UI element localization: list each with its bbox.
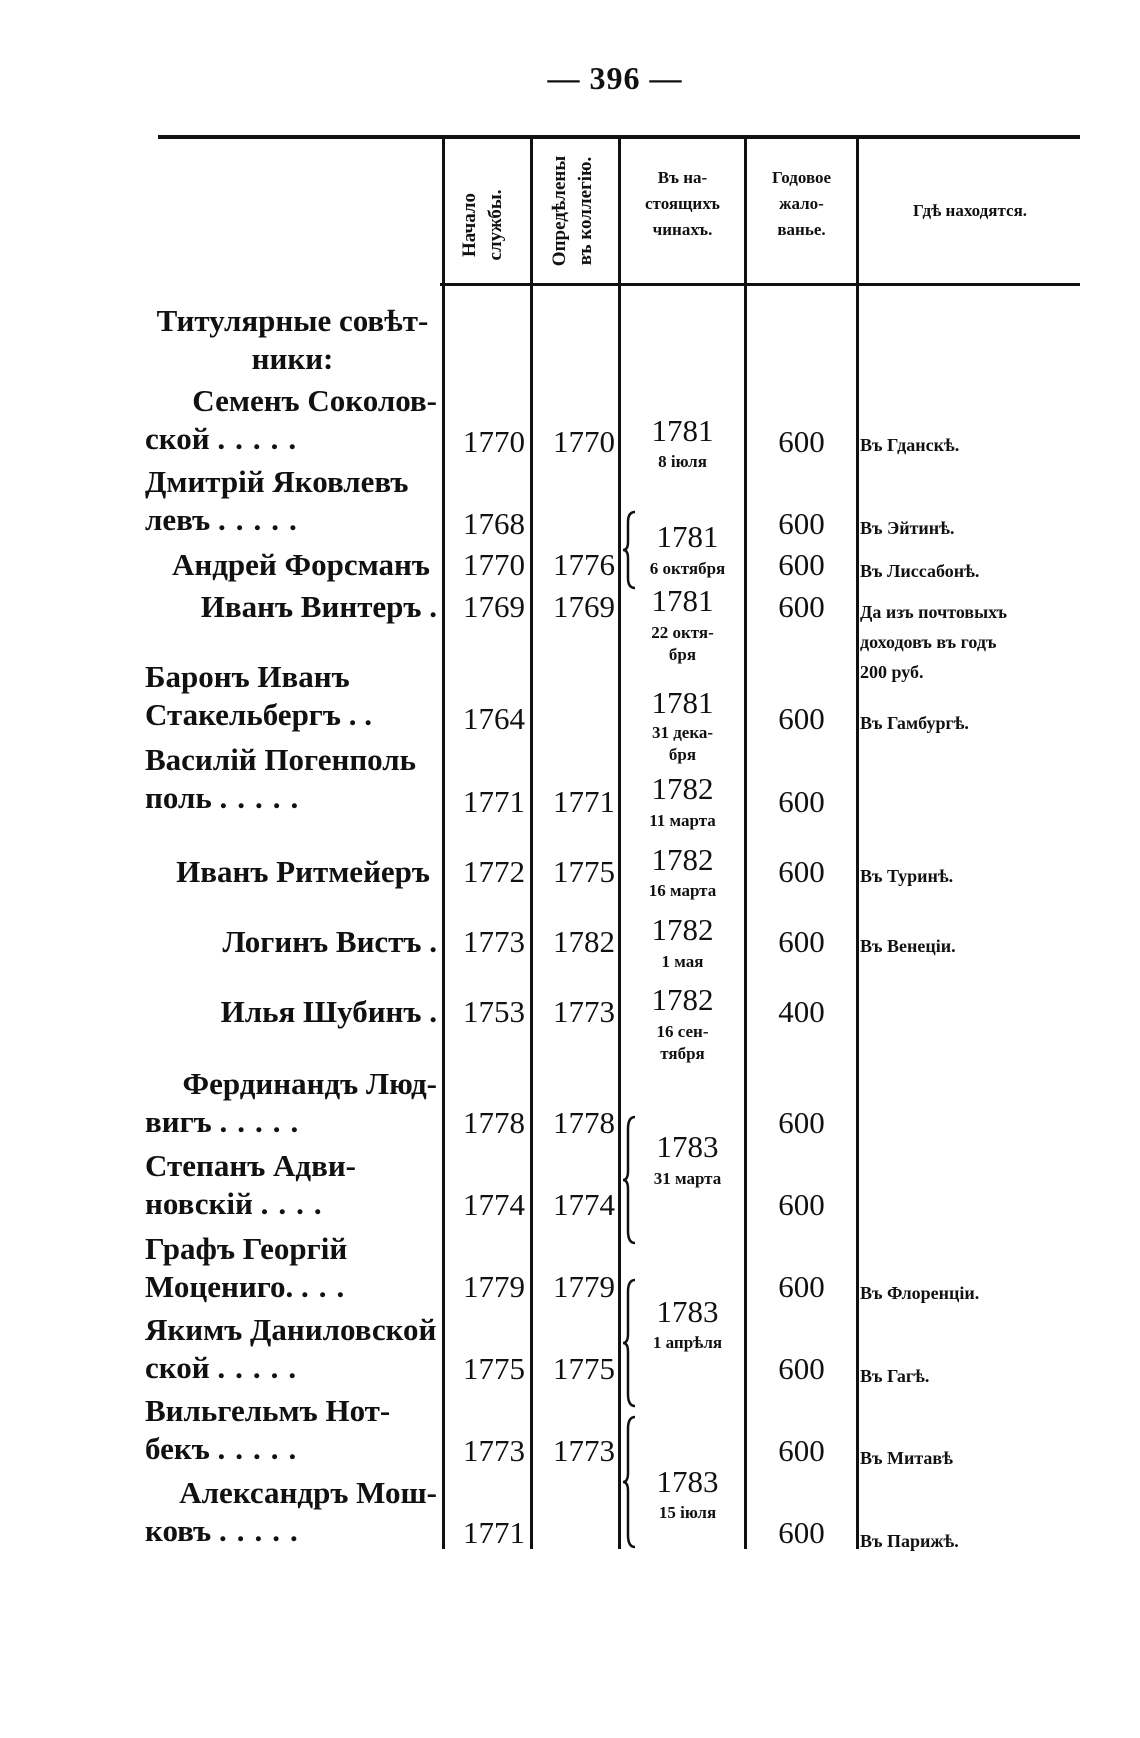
- entry-rank-date: [621, 1021, 744, 1065]
- entry-name: [145, 1474, 437, 1550]
- entry-service-start: 1769: [463, 589, 525, 624]
- entry-service-start: 1770: [463, 424, 525, 459]
- entry-rank-year: 1781: [651, 685, 714, 720]
- entry-rank-date: [621, 622, 744, 666]
- entry-service-start: 1773: [463, 1433, 525, 1468]
- entry-rank-date-line1: 31 дека-: [651, 723, 714, 742]
- entry-service-start: 1772: [463, 854, 525, 889]
- entry-rank-year: 1782: [651, 771, 714, 806]
- entry-rank-date: 11 марта: [649, 811, 716, 830]
- entry-name-line2: ской .....: [145, 1350, 307, 1385]
- entry-service-start: 1768: [463, 506, 525, 541]
- entry-service-start: 1774: [463, 1187, 525, 1222]
- entry-rank-year: 1781: [651, 413, 714, 448]
- entry-salary: 600: [778, 424, 825, 459]
- column-rule-2: [530, 139, 533, 1549]
- entry-salary: 400: [778, 994, 825, 1029]
- entry-name-line1: Александръ Мош-: [179, 1475, 437, 1510]
- entry-assigned: 1771: [553, 784, 615, 819]
- entry-name-line1: Графъ Георгій: [145, 1231, 348, 1266]
- entry-rank-date: 16 марта: [648, 881, 717, 900]
- group-rank-date: 1 апрѣля: [652, 1333, 723, 1352]
- entry-assigned: 1774: [553, 1187, 615, 1222]
- header-bottom-rule: [440, 283, 1080, 286]
- header-assigned-line2: въ коллегію.: [575, 156, 596, 266]
- entry-assigned: 1775: [553, 854, 615, 889]
- entry-name-line2: левъ .....: [145, 502, 307, 537]
- entry-rank-year: 1782: [651, 982, 714, 1017]
- header-location: Гдѣ находятся.: [912, 201, 1028, 220]
- entry-assigned: 1769: [553, 589, 615, 624]
- entry-rank-year: 1781: [651, 583, 714, 618]
- entry-rank-date-line1: 22 октя-: [651, 623, 714, 642]
- section-title: [150, 302, 435, 378]
- entry-location: [860, 597, 1080, 687]
- entry-name-line1: Баронъ Иванъ: [145, 659, 350, 694]
- entry-name-line2: ковъ .....: [145, 1513, 308, 1548]
- entry-assigned: 1778: [553, 1105, 615, 1140]
- header-rank-line2: стоящихъ: [645, 194, 720, 213]
- entry-name: Иванъ Ритмейеръ: [176, 854, 430, 889]
- entry-rank-date-line2: тября: [660, 1044, 705, 1063]
- entry-salary: 600: [778, 701, 825, 736]
- entry-service-start: 1770: [463, 547, 525, 582]
- entry-name: [145, 658, 435, 734]
- entry-rank-date-line2: бря: [668, 645, 697, 664]
- entry-salary: 600: [778, 1187, 825, 1222]
- entry-name-line2: поль .....: [145, 780, 309, 815]
- header-rank-line3: чинахъ.: [652, 220, 713, 239]
- entry-name-line2: новскій ....: [145, 1186, 332, 1221]
- entry-assigned: 1779: [553, 1269, 615, 1304]
- entry-name-line2: вигъ .....: [145, 1104, 309, 1139]
- entry-rank-year: 1782: [651, 912, 714, 947]
- entry-location-line3: 200 руб.: [860, 662, 924, 682]
- entry-salary: 600: [778, 1433, 825, 1468]
- header-salary-line1: Годовое: [771, 168, 832, 187]
- group-rank-year: 1783: [656, 1294, 719, 1329]
- header-rank-line1: Въ на-: [657, 168, 708, 187]
- entry-name: Логинъ Вистъ .: [222, 924, 437, 959]
- entry-service-start: 1764: [463, 701, 525, 736]
- entry-location: Въ Лиссабонѣ.: [860, 561, 980, 581]
- entry-name-line2: ской .....: [145, 421, 307, 456]
- group-rank-date: 15 іюля: [658, 1503, 717, 1522]
- entry-salary: 600: [778, 506, 825, 541]
- header-service-start-line2: службы.: [485, 189, 506, 261]
- header-assigned-line1: Опредѣлены: [549, 155, 570, 267]
- entry-name: [145, 1147, 437, 1223]
- entry-assigned: 1776: [553, 547, 615, 582]
- entry-salary: 600: [778, 924, 825, 959]
- entry-name-line1: Степанъ Адви-: [145, 1148, 357, 1183]
- entry-location-line2: доходовъ въ годъ: [860, 632, 997, 652]
- header-salary: [747, 165, 856, 243]
- entry-name: Илья Шубинъ .: [220, 994, 437, 1029]
- entry-name-line2: Моцениго. ...: [145, 1269, 355, 1304]
- entry-name: [145, 382, 437, 458]
- entry-rank-date-line1: 16 сен-: [656, 1022, 709, 1041]
- entry-assigned: 1773: [553, 1433, 615, 1468]
- group-rank-date: 6 октября: [649, 559, 726, 578]
- entry-name-line1: Семенъ Соколов-: [192, 383, 437, 418]
- entry-assigned: 1773: [553, 994, 615, 1029]
- entry-name-line1: Вильгельмъ Нот-: [145, 1393, 391, 1428]
- header-service-start: [457, 170, 513, 280]
- entry-service-start: 1771: [463, 784, 525, 819]
- entry-salary: 600: [778, 1515, 825, 1550]
- entry-rank-date: 1 мая: [661, 952, 704, 971]
- entry-location: Въ Флоренціи.: [860, 1283, 980, 1303]
- entry-rank-date: [621, 722, 744, 766]
- entry-service-start: 1779: [463, 1269, 525, 1304]
- entry-name: [145, 1311, 437, 1387]
- entry-rank-year: 1782: [651, 842, 714, 877]
- entry-location: Въ Гданскѣ.: [860, 435, 960, 455]
- group-rank-year: 1783: [656, 1129, 719, 1164]
- entry-salary: 600: [778, 1105, 825, 1140]
- entry-name: [145, 741, 437, 817]
- entry-salary: 600: [778, 547, 825, 582]
- entry-service-start: 1771: [463, 1515, 525, 1550]
- column-rule-1: [442, 139, 445, 1549]
- entry-assigned: 1775: [553, 1351, 615, 1386]
- header-service-start-line1: Начало: [459, 192, 480, 258]
- section-title-line1: Титулярные совѣт-: [156, 303, 429, 338]
- entry-name: [145, 463, 437, 539]
- entry-salary: 600: [778, 784, 825, 819]
- entry-name: Андрей Форсманъ: [171, 547, 430, 582]
- entry-rank-date-line2: бря: [668, 745, 697, 764]
- group-rank-year: 1783: [656, 1464, 719, 1499]
- entry-location: Въ Гагѣ.: [860, 1366, 930, 1386]
- entry-location: Въ Туринѣ.: [860, 866, 954, 886]
- header-salary-line3: ванье.: [777, 220, 826, 239]
- entry-salary: 600: [778, 589, 825, 624]
- header-salary-line2: жало-: [779, 194, 824, 213]
- entry-service-start: 1778: [463, 1105, 525, 1140]
- group-rank-year: 1781: [656, 519, 719, 554]
- header-rank: [621, 165, 744, 243]
- entry-name-line1: Василій Погенполь: [145, 742, 417, 777]
- entry-location-line1: Да изъ почтовыхъ: [860, 602, 1007, 622]
- entry-service-start: 1775: [463, 1351, 525, 1386]
- group-rank-date: 31 марта: [653, 1169, 722, 1188]
- entry-rank-date: 8 іюля: [658, 452, 707, 471]
- entry-name-line1: Якимъ Даниловской: [145, 1312, 437, 1347]
- entry-assigned: 1770: [553, 424, 615, 459]
- entry-name-line1: Дмитрій Яковлевъ: [145, 464, 409, 499]
- entry-name: [145, 1065, 437, 1141]
- entry-service-start: 1773: [463, 924, 525, 959]
- entry-location: Въ Митавѣ: [860, 1448, 953, 1468]
- entry-name-line1: Фердинандъ Люд-: [182, 1066, 437, 1101]
- entry-salary: 600: [778, 1269, 825, 1304]
- entry-service-start: 1753: [463, 994, 525, 1029]
- entry-salary: 600: [778, 1351, 825, 1386]
- page-number: — 396 —: [547, 60, 683, 96]
- column-rule-5: [856, 139, 859, 1549]
- header-assigned: [547, 136, 603, 286]
- section-title-line2: ники:: [251, 341, 334, 376]
- entry-assigned: 1782: [553, 924, 615, 959]
- entry-location: Въ Эйтинѣ.: [860, 518, 955, 538]
- entry-salary: 600: [778, 854, 825, 889]
- entry-name: [145, 1230, 437, 1306]
- entry-location: Въ Венеціи.: [860, 936, 956, 956]
- entry-name: [145, 1392, 437, 1468]
- entry-name-line2: Стакельбергъ . .: [145, 697, 372, 732]
- entry-location: Въ Парижѣ.: [860, 1531, 959, 1551]
- entry-name: Иванъ Винтеръ .: [200, 589, 437, 624]
- entry-location: Въ Гамбургѣ.: [860, 713, 969, 733]
- entry-name-line2: бекъ .....: [145, 1431, 307, 1466]
